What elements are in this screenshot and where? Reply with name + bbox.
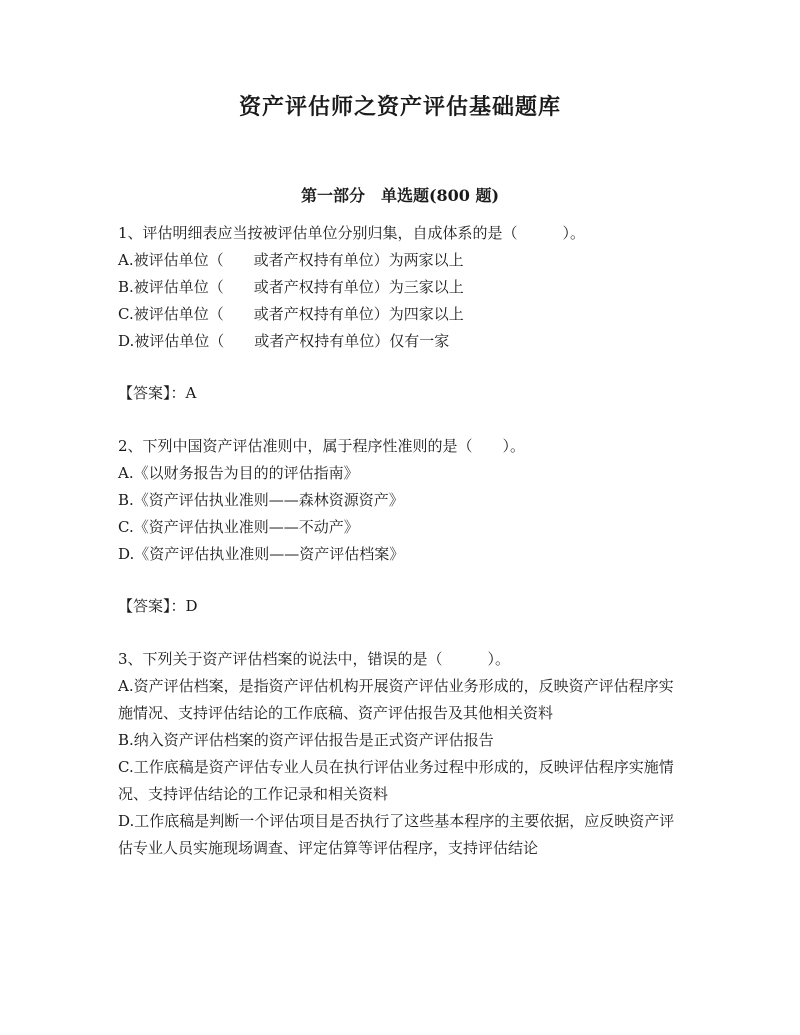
answer-label: 【答案】： (118, 597, 186, 615)
option-c: C.被评估单位（ 或者产权持有单位）为四家以上 (118, 305, 464, 323)
answer-value: D (185, 597, 198, 615)
question-stem: 1、评估明细表应当按被评估单位分别归集，自成体系的是（ ）。 (118, 224, 586, 242)
question-item (118, 220, 678, 355)
document-title: 资产评估师之资产评估基础题库 (238, 94, 561, 120)
option-b: B.纳入资产评估档案的资产评估报告是正式资产评估报告 (118, 731, 494, 749)
option-b: B.被评估单位（ 或者产权持有单位）为三家以上 (118, 278, 464, 296)
option-b: B.《资产评估执业准则——森林资源资产》 (118, 491, 404, 509)
option-c: C.工作底稿是资产评估专业人员在执行评估业务过程中形成的，反映评估程序实施情况、支持评估结论的工作记录和相关资料 (118, 758, 674, 803)
answer-line (118, 380, 678, 407)
option-d: D.被评估单位（ 或者产权持有单位）仅有一家 (118, 332, 450, 350)
option-c: C.《资产评估执业准则——不动产》 (118, 518, 359, 536)
option-a: A.《以财务报告为目的的评估指南》 (118, 464, 359, 482)
option-a: A.被评估单位（ 或者产权持有单位）为两家以上 (118, 251, 464, 269)
question-item (118, 433, 678, 568)
question-stem: 2、下列中国资产评估准则中，属于程序性准则的是（ ）。 (118, 437, 526, 455)
question-list (118, 220, 678, 862)
option-d: D.《资产评估执业准则——资产评估档案》 (118, 545, 405, 563)
answer-line (118, 593, 678, 620)
section-heading: 第一部分 单选题(800 题) (300, 186, 500, 205)
answer-value: A (185, 384, 197, 402)
answer-label: 【答案】： (118, 384, 186, 402)
question-stem: 3、下列关于资产评估档案的说法中，错误的是（ ）。 (118, 650, 511, 668)
option-a: A.资产评估档案，是指资产评估机构开展资产评估业务形成的，反映资产评估程序实施情况、支持评估结论的工作底稿、资产评估报告及其他相关资料 (118, 677, 674, 722)
option-d: D.工作底稿是判断一个评估项目是否执行了这些基本程序的主要依据，应反映资产评估专业人员实施现场调查、评定估算等评估程序，支持评估结论 (118, 812, 675, 857)
question-item (118, 646, 678, 862)
